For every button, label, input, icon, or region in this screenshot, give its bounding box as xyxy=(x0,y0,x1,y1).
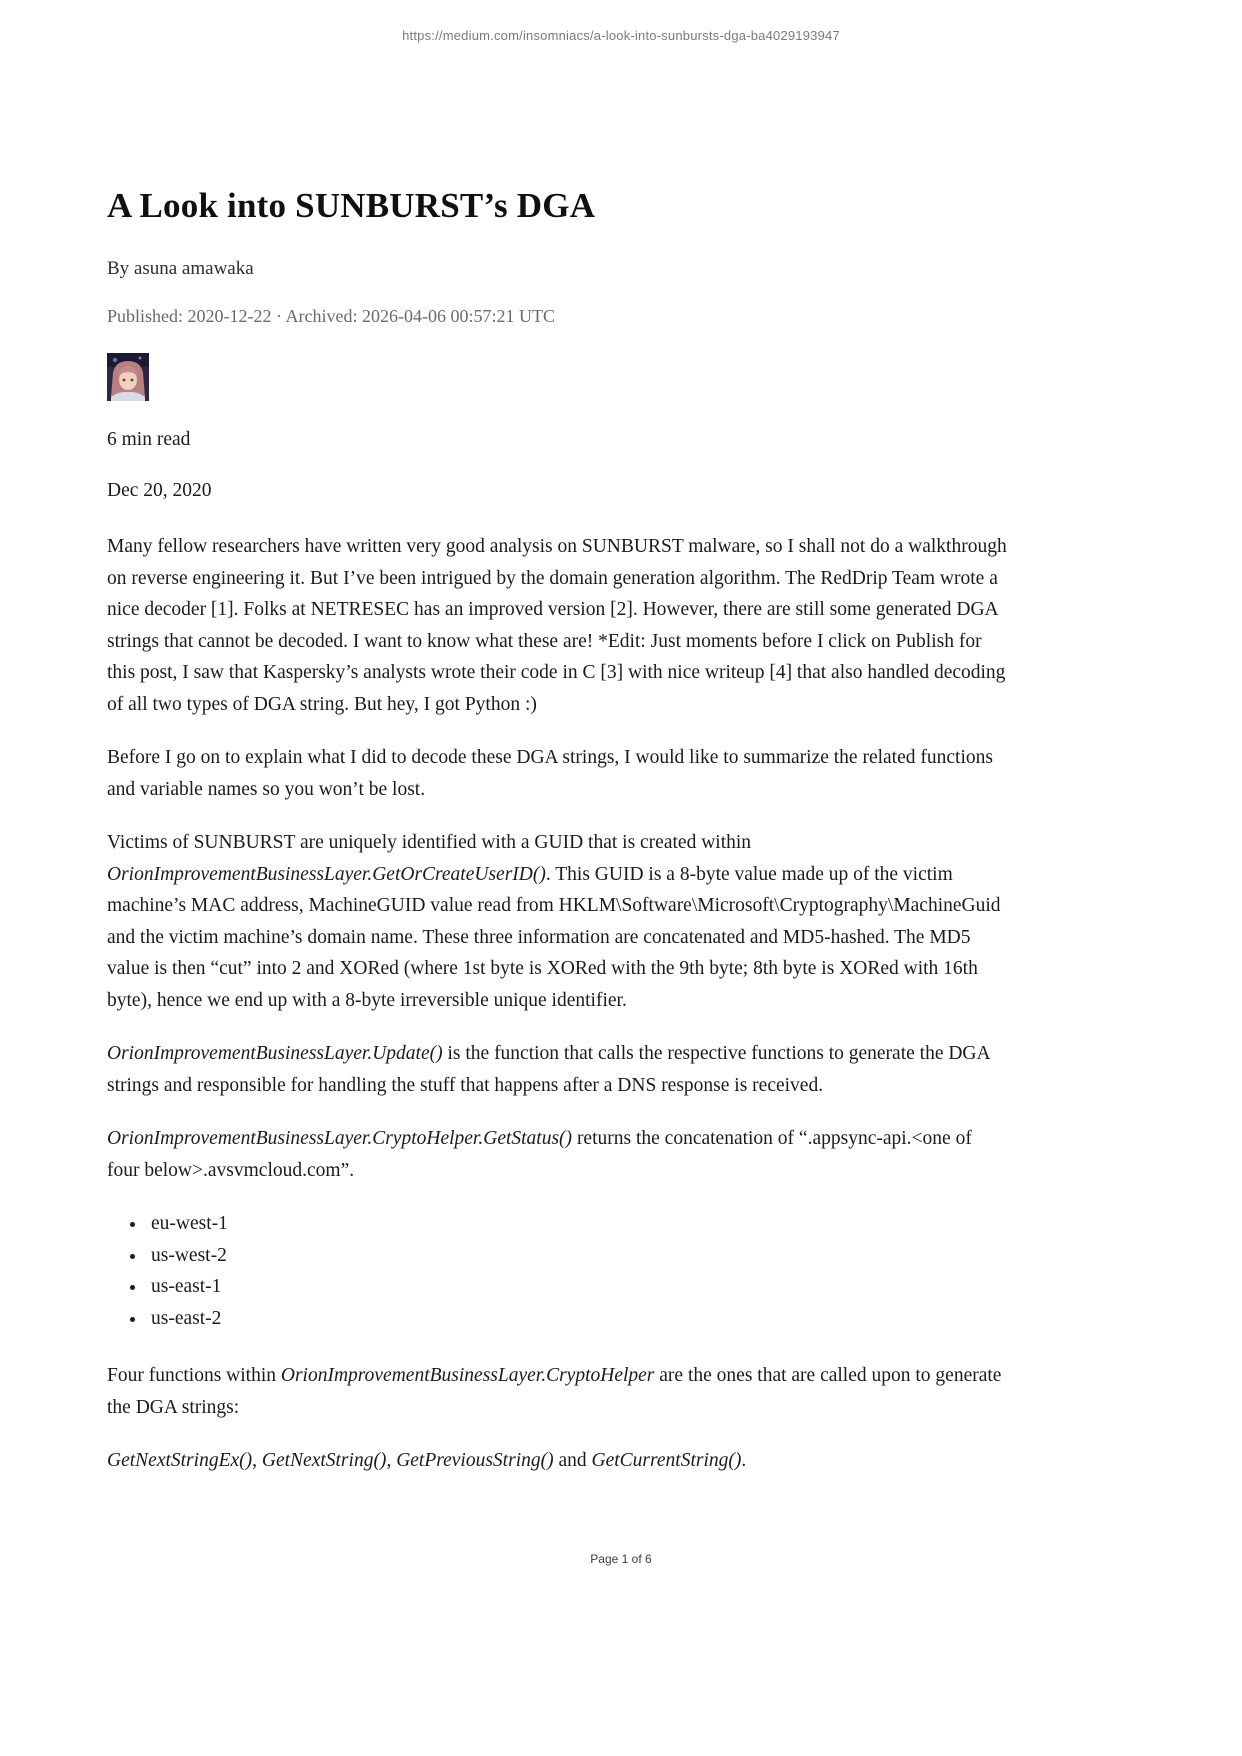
paragraph xyxy=(107,1360,1007,1423)
list-item: • eu-west-1 xyxy=(147,1208,1007,1240)
text-segment: Many fellow researchers have written very good analysis on SUNBURST malware, so I shall not do a walkthrough on reverse engineering it. But I’ve been intrigued by the domain generation algorithm. The RedDrip Team wrote a nice decoder [1]. Folks at NETRESEC has an improved version [2]. However, there are still some generated DGA strings that cannot be decoded. I want to know what these are! *Edit: Just moments before I click on Publish for this post, I saw that Kaspersky’s analysts wrote their code in C [3] with nice writeup [4] that also handled decoding of all two types of DGA string. But hey, I got Python :) xyxy=(107,536,1007,715)
region-list xyxy=(147,1208,1007,1334)
function-name: OrionImprovementBusinessLayer.GetOrCreateUserID() xyxy=(107,863,546,885)
source-url: https://medium.com/insomniacs/a-look-into-sunbursts-dga-ba4029193947 xyxy=(402,28,840,43)
list-item: • us-east-2 xyxy=(147,1303,1007,1335)
paragraph xyxy=(107,1445,1007,1477)
list-item: • us-east-1 xyxy=(147,1271,1007,1303)
function-name: OrionImprovementBusinessLayer.Update() xyxy=(107,1043,443,1064)
function-name: OrionImprovementBusinessLayer.CryptoHelper.GetStatus() xyxy=(107,1128,573,1149)
article-title: A Look into SUNBURST’s DGA xyxy=(107,186,596,225)
function-name: GetPreviousString() xyxy=(396,1450,554,1471)
paragraph xyxy=(107,1038,1007,1101)
class-name: OrionImprovementBusinessLayer.CryptoHelper xyxy=(280,1365,655,1386)
text-segment: . xyxy=(741,1450,747,1471)
paragraph xyxy=(107,827,1007,1016)
byline: By asuna amawaka xyxy=(107,258,254,279)
page-number: Page 1 of 6 xyxy=(590,1552,652,1566)
publish-archive-meta: Published: 2020-12-22 · Archived: 2026-04-06 00:57:21 UTC xyxy=(107,306,555,326)
list-item: • us-west-2 xyxy=(147,1240,1007,1272)
text-segment: Four functions within xyxy=(107,1365,281,1386)
text-segment: , xyxy=(386,1450,397,1471)
text-segment: . This GUID is a 8-byte value made up of the victim machine’s MAC address, MachineGUID value read from HKLM\Software\Microsoft\Cryptography\MachineGuid and the victim machine’s domain name. These three information are concatenated and MD5-hashed. The MD5 value is then “cut” into 2 and XORed (where 1st byte is XORed with the 9th byte; 8th byte is XORed with 16th byte), hence we end up with a 8-byte irreversible unique identifier. xyxy=(107,863,1001,1011)
article-content xyxy=(107,186,1007,1499)
text-segment: is the function that calls the respective functions to generate the DGA strings and responsible for handling the stuff that happens after a DNS response is received. xyxy=(107,1043,990,1096)
paragraph xyxy=(107,742,1007,805)
text-segment: Before I go on to explain what I did to decode these DGA strings, I would like to summarize the related functions and variable names so you won’t be lost. xyxy=(107,747,993,800)
read-time: 6 min read xyxy=(107,429,191,450)
function-name: GetCurrentString() xyxy=(591,1450,742,1471)
author-avatar xyxy=(107,353,149,401)
text-segment: , xyxy=(252,1450,262,1471)
function-name: GetNextString() xyxy=(261,1450,387,1471)
paragraph xyxy=(107,1123,1007,1186)
text-segment: and xyxy=(553,1450,592,1471)
paragraph xyxy=(107,531,1007,720)
text-segment: Victims of SUNBURST are uniquely identified with a GUID that is created within xyxy=(107,832,752,853)
function-name: GetNextStringEx() xyxy=(107,1450,253,1471)
text-segment: are the ones that are called upon to generate the DGA strings: xyxy=(107,1365,1002,1418)
text-segment: returns the concatenation of “.appsync-api.<one of four below>.avsvmcloud.com”. xyxy=(107,1128,972,1181)
article-date: Dec 20, 2020 xyxy=(107,480,212,501)
